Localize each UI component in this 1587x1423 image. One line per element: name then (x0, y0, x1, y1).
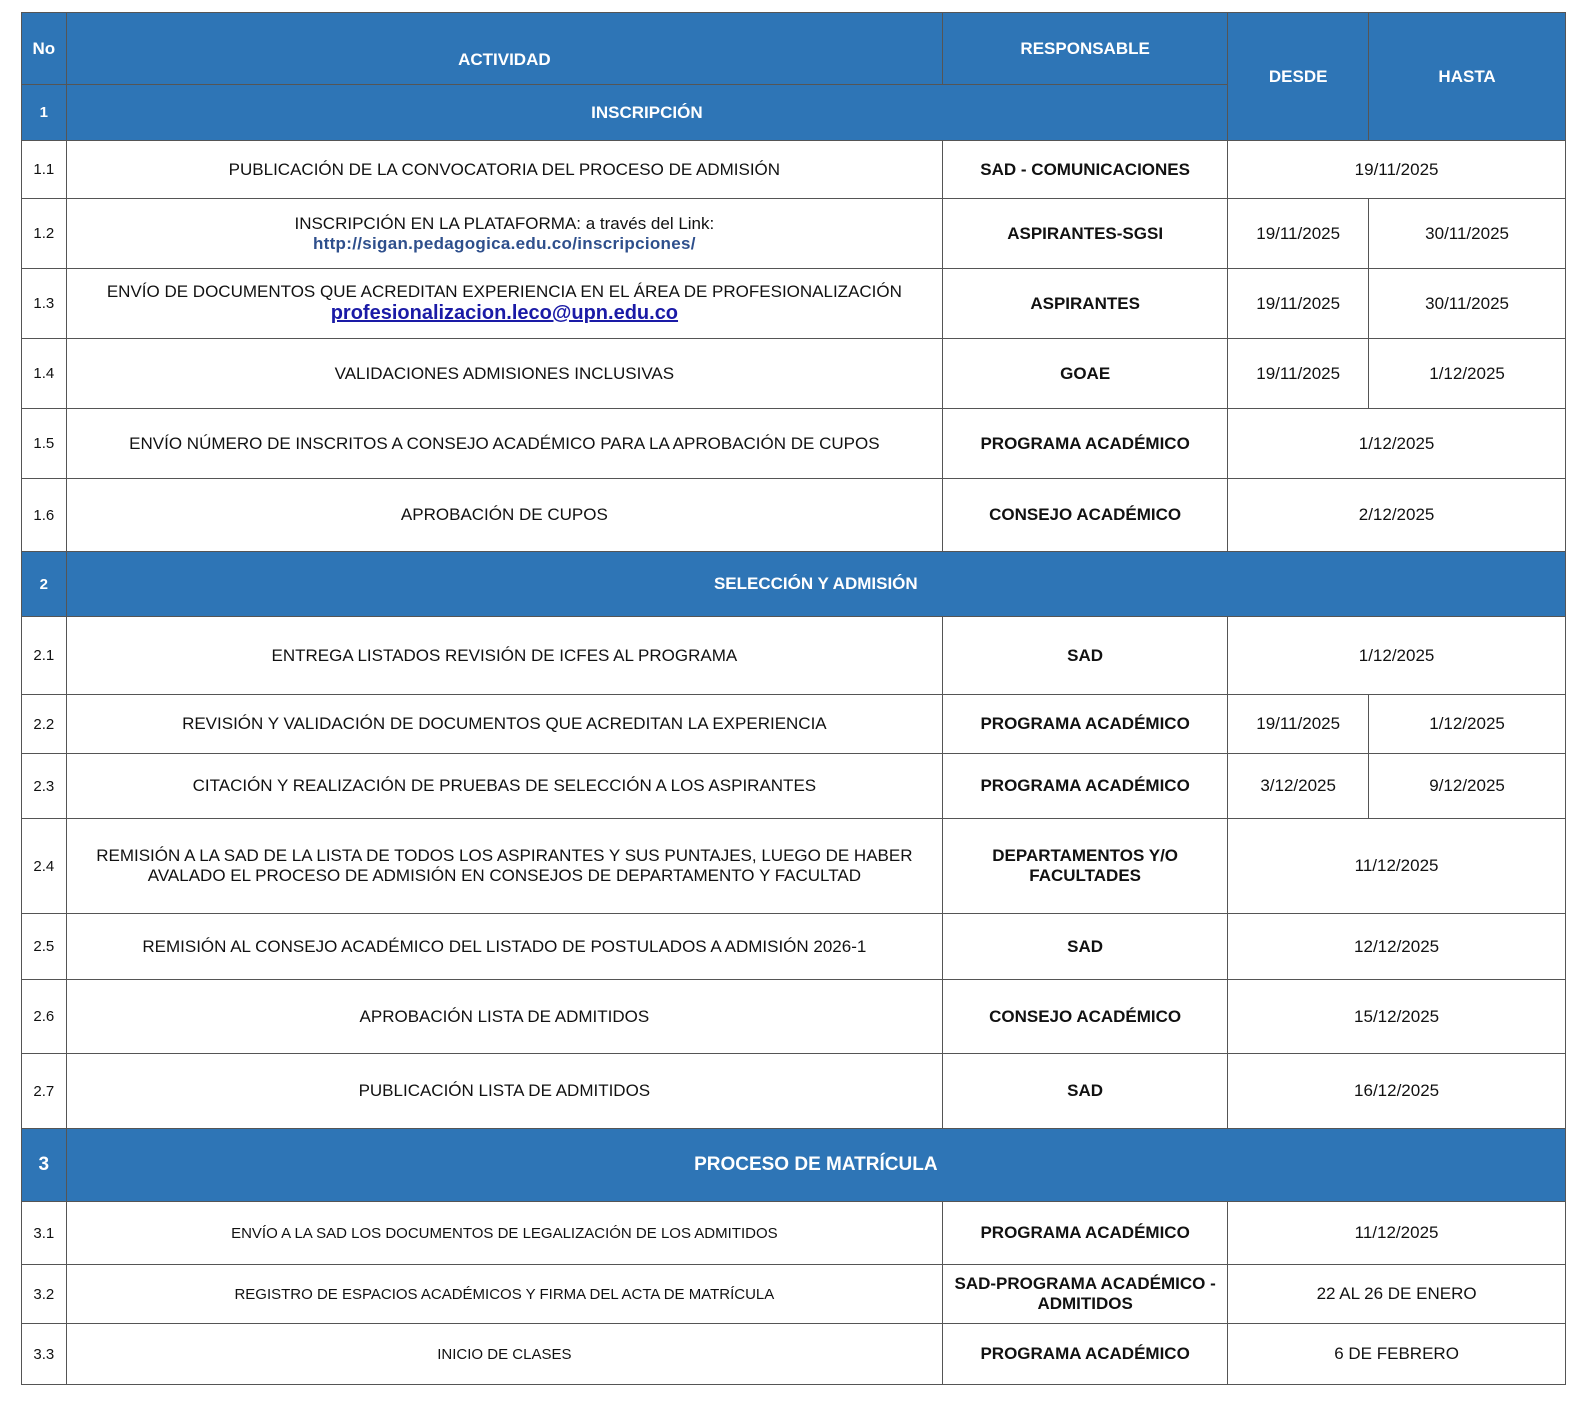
row-activity: INICIO DE CLASES (66, 1324, 942, 1385)
table-row (22, 269, 1566, 339)
section-number: 1 (22, 85, 67, 141)
row-number: 2.2 (22, 695, 67, 754)
responsible-line-2: FACULTADES (1029, 866, 1142, 885)
row-number: 2.3 (22, 754, 67, 819)
row-responsible: ASPIRANTES (943, 269, 1228, 339)
row-from-date: 19/11/2025 (1228, 269, 1369, 339)
table-row (22, 1202, 1566, 1265)
row-responsible: SAD (943, 617, 1228, 695)
row-number: 2.5 (22, 914, 67, 980)
header-actividad: ACTIVIDAD (66, 13, 942, 85)
table-row (22, 199, 1566, 269)
row-date: 15/12/2025 (1228, 980, 1566, 1054)
row-number: 1.1 (22, 141, 67, 199)
row-from-date: 19/11/2025 (1228, 199, 1369, 269)
row-date: 2/12/2025 (1228, 479, 1566, 552)
row-activity: CITACIÓN Y REALIZACIÓN DE PRUEBAS DE SELECCIÓN A LOS ASPIRANTES (66, 754, 942, 819)
row-activity: REGISTRO DE ESPACIOS ACADÉMICOS Y FIRMA DEL ACTA DE MATRÍCULA (66, 1265, 942, 1324)
table-row (22, 819, 1566, 914)
section-title: PROCESO DE MATRÍCULA (66, 1129, 1565, 1202)
header-row (22, 13, 1566, 85)
row-activity (66, 819, 942, 914)
row-number: 3.3 (22, 1324, 67, 1385)
activity-text: ENVÍO DE DOCUMENTOS QUE ACREDITAN EXPERIENCIA EN EL ÁREA DE PROFESIONALIZACIÓN (106, 282, 902, 301)
table-row (22, 1054, 1566, 1129)
row-responsible: CONSEJO ACADÉMICO (943, 980, 1228, 1054)
table-row (22, 409, 1566, 479)
row-to-date: 1/12/2025 (1369, 339, 1566, 409)
table-row (22, 141, 1566, 199)
section-title: INSCRIPCIÓN (66, 85, 1228, 141)
row-activity: ENVÍO A LA SAD LOS DOCUMENTOS DE LEGALIZACIÓN DE LOS ADMITIDOS (66, 1202, 942, 1265)
row-activity: REVISIÓN Y VALIDACIÓN DE DOCUMENTOS QUE ACREDITAN LA EXPERIENCIA (66, 695, 942, 754)
responsible-line-1: SAD-PROGRAMA ACADÉMICO - (954, 1274, 1216, 1293)
responsible-line-2: ADMITIDOS (1037, 1294, 1133, 1313)
row-date: 6 DE FEBRERO (1228, 1324, 1566, 1385)
activity-line-1: REMISIÓN A LA SAD DE LA LISTA DE TODOS LOS ASPIRANTES Y SUS PUNTAJES, LUEGO DE HABER (96, 846, 913, 865)
row-number: 1.2 (22, 199, 67, 269)
row-number: 1.6 (22, 479, 67, 552)
table-row (22, 339, 1566, 409)
row-responsible: SAD (943, 914, 1228, 980)
row-responsible: CONSEJO ACADÉMICO (943, 479, 1228, 552)
table-row (22, 617, 1566, 695)
row-activity: APROBACIÓN LISTA DE ADMITIDOS (66, 980, 942, 1054)
row-date: 11/12/2025 (1228, 819, 1566, 914)
header-no: No (22, 13, 67, 85)
row-date: 11/12/2025 (1228, 1202, 1566, 1265)
row-from-date: 3/12/2025 (1228, 754, 1369, 819)
row-number: 2.1 (22, 617, 67, 695)
section-row (22, 552, 1566, 617)
header-responsable (943, 13, 1228, 85)
row-to-date: 9/12/2025 (1369, 754, 1566, 819)
section-number: 3 (22, 1129, 67, 1202)
row-number: 2.6 (22, 980, 67, 1054)
row-date: 22 AL 26 DE ENERO (1228, 1265, 1566, 1324)
row-activity (66, 199, 942, 269)
registration-link[interactable]: http://sigan.pedagogica.edu.co/inscripciones/ (312, 233, 696, 253)
section-title: SELECCIÓN Y ADMISIÓN (66, 552, 1565, 617)
table-row (22, 914, 1566, 980)
row-number: 3.2 (22, 1265, 67, 1324)
row-responsible: SAD (943, 1054, 1228, 1129)
table-row (22, 980, 1566, 1054)
table-row (22, 695, 1566, 754)
responsible-line-1: DEPARTAMENTOS Y/O (992, 846, 1179, 865)
admission-schedule-table (21, 12, 1566, 1385)
table-row (22, 754, 1566, 819)
email-link[interactable]: profesionalizacion.leco@upn.edu.co (330, 302, 679, 324)
row-number: 1.5 (22, 409, 67, 479)
row-activity: PUBLICACIÓN DE LA CONVOCATORIA DEL PROCESO DE ADMISIÓN (66, 141, 942, 199)
row-number: 2.4 (22, 819, 67, 914)
row-date: 12/12/2025 (1228, 914, 1566, 980)
row-to-date: 30/11/2025 (1369, 269, 1566, 339)
section-row (22, 1129, 1566, 1202)
row-number: 3.1 (22, 1202, 67, 1265)
row-activity: VALIDACIONES ADMISIONES INCLUSIVAS (66, 339, 942, 409)
section-number: 2 (22, 552, 67, 617)
header-desde: DESDE (1228, 13, 1369, 141)
row-activity (66, 269, 942, 339)
row-responsible: GOAE (943, 339, 1228, 409)
table-row (22, 1265, 1566, 1324)
table-row (22, 479, 1566, 552)
row-number: 1.3 (22, 269, 67, 339)
row-responsible: SAD - COMUNICACIONES (943, 141, 1228, 199)
row-date: 1/12/2025 (1228, 617, 1566, 695)
row-responsible: ASPIRANTES-SGSI (943, 199, 1228, 269)
header-responsable-label: RESPONSABLE (1020, 39, 1150, 58)
row-activity: ENVÍO NÚMERO DE INSCRITOS A CONSEJO ACADÉMICO PARA LA APROBACIÓN DE CUPOS (66, 409, 942, 479)
row-responsible (943, 1265, 1228, 1324)
row-from-date: 19/11/2025 (1228, 695, 1369, 754)
row-responsible: PROGRAMA ACADÉMICO (943, 754, 1228, 819)
row-date: 1/12/2025 (1228, 409, 1566, 479)
row-activity: APROBACIÓN DE CUPOS (66, 479, 942, 552)
row-activity: REMISIÓN AL CONSEJO ACADÉMICO DEL LISTADO DE POSTULADOS A ADMISIÓN 2026-1 (66, 914, 942, 980)
activity-text: INSCRIPCIÓN EN LA PLATAFORMA: a través del Link: (294, 213, 715, 233)
row-to-date: 30/11/2025 (1369, 199, 1566, 269)
row-responsible: PROGRAMA ACADÉMICO (943, 695, 1228, 754)
row-activity: PUBLICACIÓN LISTA DE ADMITIDOS (66, 1054, 942, 1129)
activity-line-2: AVALADO EL PROCESO DE ADMISIÓN EN CONSEJOS DE DEPARTAMENTO Y FACULTAD (147, 866, 861, 885)
table-row (22, 1324, 1566, 1385)
row-responsible (943, 819, 1228, 914)
row-responsible: PROGRAMA ACADÉMICO (943, 409, 1228, 479)
row-date: 16/12/2025 (1228, 1054, 1566, 1129)
row-activity: ENTREGA LISTADOS REVISIÓN DE ICFES AL PROGRAMA (66, 617, 942, 695)
row-number: 2.7 (22, 1054, 67, 1129)
header-hasta: HASTA (1369, 13, 1566, 141)
row-number: 1.4 (22, 339, 67, 409)
row-from-date: 19/11/2025 (1228, 339, 1369, 409)
row-to-date: 1/12/2025 (1369, 695, 1566, 754)
row-responsible: PROGRAMA ACADÉMICO (943, 1202, 1228, 1265)
row-date: 19/11/2025 (1228, 141, 1566, 199)
row-responsible: PROGRAMA ACADÉMICO (943, 1324, 1228, 1385)
